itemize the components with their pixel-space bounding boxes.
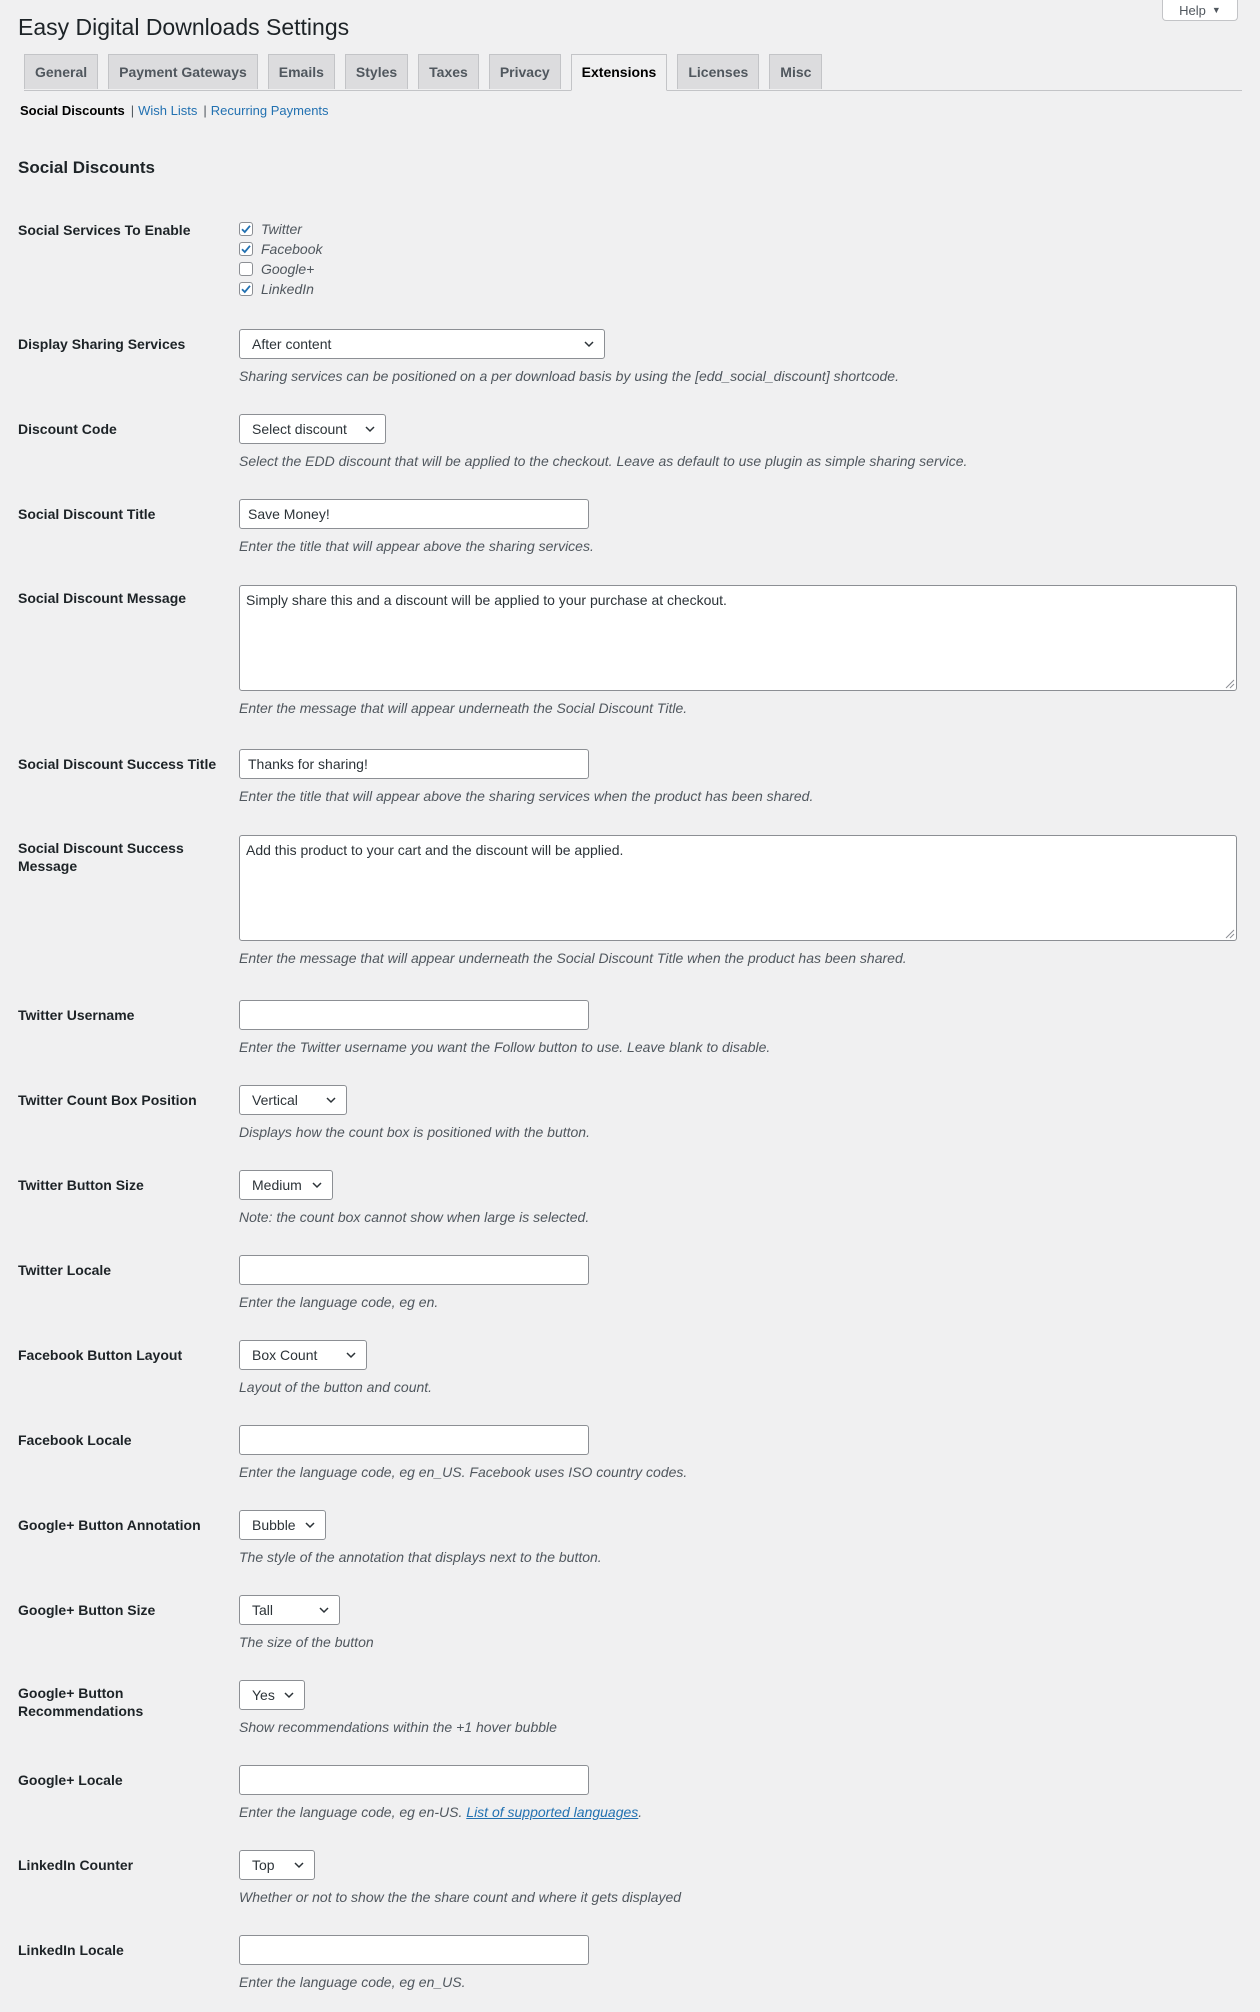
gplus-locale-description <box>239 1803 1242 1821</box>
checkbox-linkedin-row <box>239 279 1242 299</box>
gplus-recommendations-label-line2: Recommendations <box>18 1703 144 1719</box>
checkbox-twitter-label: Twitter <box>261 221 302 237</box>
discount-title-input[interactable]: Save Money! <box>239 499 589 529</box>
discount-message-label: Social Discount Message <box>18 590 187 606</box>
display-sharing-description: Sharing services can be positioned on a per download basis by using the [edd_social_discount] shortcode. <box>239 368 899 384</box>
tab-emails[interactable]: Emails <box>268 54 335 89</box>
subnav-link-recurring-payments[interactable]: Recurring Payments <box>210 103 329 118</box>
chevron-down-icon <box>282 1688 296 1702</box>
gplus-recommendations-value: Yes <box>252 1687 275 1703</box>
success-message-label-line1: Social Discount Success <box>18 840 184 856</box>
twitter-locale-input[interactable] <box>239 1255 589 1285</box>
facebook-layout-select[interactable] <box>239 1340 367 1370</box>
discount-title-label: Social Discount Title <box>18 506 156 522</box>
resize-grip-icon <box>1223 927 1235 939</box>
twitter-size-description: Note: the count box cannot show when large is selected. <box>239 1209 590 1225</box>
checkbox-googleplus-row <box>239 259 1242 279</box>
subnav-separator: | <box>203 103 207 118</box>
gplus-size-description: The size of the button <box>239 1634 374 1650</box>
gplus-locale-description-suffix: . <box>638 1804 643 1820</box>
linkedin-counter-select[interactable] <box>239 1850 315 1880</box>
supported-languages-link[interactable]: List of supported languages <box>466 1804 639 1820</box>
display-sharing-value: After content <box>252 336 332 352</box>
twitter-username-description: Enter the Twitter username you want the Follow button to use. Leave blank to disable. <box>239 1039 771 1055</box>
tab-general[interactable]: General <box>24 54 98 89</box>
help-button[interactable] <box>1162 0 1238 21</box>
discount-code-select[interactable] <box>239 414 386 444</box>
discount-message-textarea[interactable] <box>239 585 1237 691</box>
sub-navigation <box>20 103 329 118</box>
resize-grip-icon <box>1223 677 1235 689</box>
twitter-count-value: Vertical <box>252 1092 298 1108</box>
success-message-label-line2: Message <box>18 858 78 874</box>
twitter-size-select[interactable] <box>239 1170 333 1200</box>
checkbox-twitter-row <box>239 219 1242 239</box>
gplus-recommendations-label-line1: Google+ Button <box>18 1685 124 1701</box>
twitter-username-input[interactable] <box>239 1000 589 1030</box>
twitter-count-select[interactable] <box>239 1085 347 1115</box>
linkedin-counter-description: Whether or not to show the the share count and where it gets displayed <box>239 1889 682 1905</box>
checkbox-googleplus-label: Google+ <box>261 261 315 277</box>
gplus-annotation-select[interactable] <box>239 1510 326 1540</box>
subnav-separator: | <box>130 103 135 118</box>
subnav-link-wish-lists[interactable]: Wish Lists <box>138 103 198 118</box>
tab-extensions[interactable]: Extensions <box>571 54 668 91</box>
checkbox-facebook-label: Facebook <box>261 241 323 257</box>
discount-message-description: Enter the message that will appear underneath the Social Discount Title. <box>239 700 688 716</box>
tab-styles[interactable]: Styles <box>345 54 408 89</box>
tab-privacy[interactable]: Privacy <box>489 54 561 89</box>
tab-payment-gateways[interactable]: Payment Gateways <box>108 54 258 89</box>
tab-licenses[interactable]: Licenses <box>677 54 759 89</box>
twitter-count-description: Displays how the count box is positioned with the button. <box>239 1124 590 1140</box>
tab-misc[interactable]: Misc <box>769 54 822 89</box>
social-services-label: Social Services To Enable <box>18 222 191 238</box>
display-sharing-label: Display Sharing Services <box>18 336 186 352</box>
chevron-down-icon <box>363 422 377 436</box>
linkedin-locale-label: LinkedIn Locale <box>18 1942 124 1958</box>
gplus-annotation-label: Google+ Button Annotation <box>18 1517 201 1533</box>
facebook-layout-description: Layout of the button and count. <box>239 1379 433 1395</box>
checkmark-icon <box>240 283 252 295</box>
success-message-value: Add this product to your cart and the discount will be applied. <box>246 842 624 858</box>
linkedin-locale-input[interactable] <box>239 1935 589 1965</box>
checkmark-icon <box>240 243 252 255</box>
twitter-count-label: Twitter Count Box Position <box>18 1092 197 1108</box>
success-title-input[interactable]: Thanks for sharing! <box>239 749 589 779</box>
chevron-down-icon <box>324 1093 338 1107</box>
checkbox-linkedin[interactable] <box>239 282 253 296</box>
twitter-locale-label: Twitter Locale <box>18 1262 112 1278</box>
checkbox-facebook-row <box>239 239 1242 259</box>
gplus-annotation-description: The style of the annotation that displays next to the button. <box>239 1549 602 1565</box>
chevron-down-icon <box>317 1603 331 1617</box>
facebook-locale-input[interactable] <box>239 1425 589 1455</box>
twitter-size-value: Medium <box>252 1177 302 1193</box>
checkbox-facebook[interactable] <box>239 242 253 256</box>
facebook-layout-value: Box Count <box>252 1347 318 1363</box>
discount-code-label: Discount Code <box>18 421 117 437</box>
gplus-size-value: Tall <box>252 1602 274 1618</box>
subnav-current-social-discounts: Social Discounts <box>20 103 125 118</box>
facebook-layout-label: Facebook Button Layout <box>18 1347 183 1363</box>
discount-message-value: Simply share this and a discount will be applied to your purchase at checkout. <box>246 592 727 608</box>
settings-tabs <box>24 54 1242 91</box>
page-title: Easy Digital Downloads Settings <box>18 14 350 40</box>
chevron-down-icon <box>344 1348 358 1362</box>
checkbox-twitter[interactable] <box>239 222 253 236</box>
linkedin-locale-description: Enter the language code, eg en_US. <box>239 1974 466 1990</box>
chevron-down-icon <box>582 337 596 351</box>
discount-title-description: Enter the title that will appear above the sharing services. <box>239 538 594 554</box>
chevron-down-icon <box>310 1178 324 1192</box>
linkedin-counter-value: Top <box>252 1857 275 1873</box>
discount-code-value: Select discount <box>252 421 347 437</box>
success-title-description: Enter the title that will appear above the sharing services when the product has been shared. <box>239 788 814 804</box>
twitter-locale-description: Enter the language code, eg en. <box>239 1294 439 1310</box>
checkbox-googleplus[interactable] <box>239 262 253 276</box>
success-message-label <box>18 839 228 875</box>
social-services-options <box>239 219 1242 299</box>
gplus-locale-description-prefix: Enter the language code, eg en-US. <box>239 1804 467 1820</box>
linkedin-counter-label: LinkedIn Counter <box>18 1857 134 1873</box>
gplus-size-label: Google+ Button Size <box>18 1602 156 1618</box>
discount-code-description: Select the EDD discount that will be applied to the checkout. Leave as default to use plugin as simple sharing service. <box>239 453 968 469</box>
success-message-textarea[interactable] <box>239 835 1237 941</box>
section-title: Social Discounts <box>18 158 155 177</box>
chevron-down-icon <box>292 1858 306 1872</box>
gplus-locale-label: Google+ Locale <box>18 1772 123 1788</box>
twitter-size-label: Twitter Button Size <box>18 1177 144 1193</box>
twitter-username-label: Twitter Username <box>18 1007 135 1023</box>
checkbox-linkedin-label: LinkedIn <box>261 281 314 297</box>
chevron-down-icon <box>303 1518 317 1532</box>
gplus-annotation-value: Bubble <box>252 1517 296 1533</box>
gplus-size-select[interactable] <box>239 1595 340 1625</box>
facebook-locale-description: Enter the language code, eg en_US. Facebook uses ISO country codes. <box>239 1464 688 1480</box>
gplus-recommendations-label <box>18 1684 228 1720</box>
display-sharing-select[interactable] <box>239 329 605 359</box>
checkmark-icon <box>240 223 252 235</box>
gplus-locale-input[interactable] <box>239 1765 589 1795</box>
caret-down-icon: ▼ <box>1211 5 1221 15</box>
gplus-recommendations-select[interactable] <box>239 1680 305 1710</box>
facebook-locale-label: Facebook Locale <box>18 1432 132 1448</box>
tab-taxes[interactable]: Taxes <box>418 54 479 89</box>
success-message-description: Enter the message that will appear underneath the Social Discount Title when the product has been shared. <box>239 950 907 966</box>
help-label: Help <box>1179 2 1206 18</box>
gplus-recommendations-description: Show recommendations within the +1 hover bubble <box>239 1719 557 1735</box>
success-title-label: Social Discount Success Title <box>18 756 217 772</box>
